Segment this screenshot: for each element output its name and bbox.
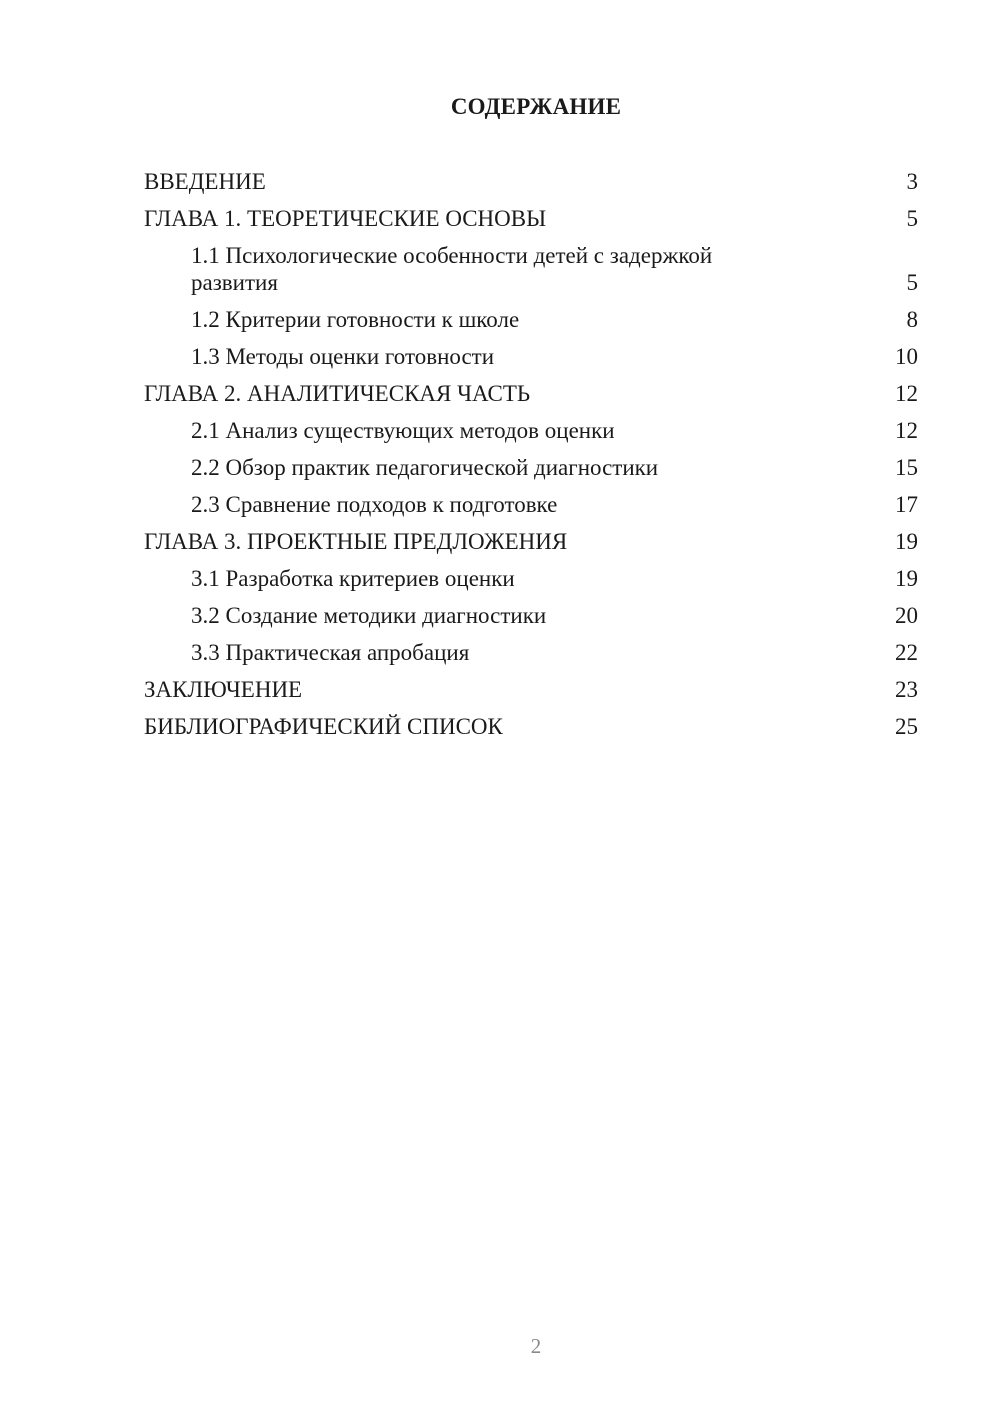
toc-item-label: 2.3 Сравнение подходов к подготовке	[191, 492, 558, 517]
toc-item-section-3-1	[144, 565, 918, 592]
page-title: СОДЕРЖАНИЕ	[450, 94, 622, 119]
toc-item-label: 2.1 Анализ существующих методов оценки	[191, 418, 615, 443]
toc-item-section-1-1	[144, 242, 918, 296]
toc-item-page: 23	[895, 677, 918, 702]
toc-item-section-3-2	[144, 602, 918, 629]
toc-item-page: 5	[906, 206, 918, 231]
toc-item-section-1-3	[144, 343, 918, 370]
toc-item-page: 22	[895, 640, 918, 665]
toc-item-label: 3.3 Практическая апробация	[191, 640, 470, 665]
toc-item-introduction	[144, 168, 918, 195]
toc-item-page: 12	[895, 381, 918, 406]
toc-item-label: ГЛАВА 1. ТЕОРЕТИЧЕСКИЕ ОСНОВЫ	[144, 206, 547, 231]
toc-item-page: 15	[895, 455, 918, 480]
toc-item-page: 17	[895, 492, 918, 517]
toc-item-page: 5	[906, 270, 918, 295]
toc-item-page: 12	[895, 418, 918, 443]
toc-item-chapter-1	[144, 205, 918, 232]
toc-item-section-1-2	[144, 306, 918, 333]
toc-item-page: 8	[906, 307, 918, 332]
toc-item-label: 2.2 Обзор практик педагогической диагностики	[191, 455, 659, 480]
toc-item-label: 3.1 Разработка критериев оценки	[191, 566, 515, 591]
toc-item-label: ЗАКЛЮЧЕНИЕ	[144, 677, 303, 702]
toc-item-section-2-3	[144, 491, 918, 518]
toc-item-page: 25	[895, 714, 918, 739]
toc-item-page: 10	[895, 344, 918, 369]
toc-item-label: 1.3 Методы оценки готовности	[191, 344, 495, 369]
toc-item-chapter-2	[144, 380, 918, 407]
toc-item-section-3-3	[144, 639, 918, 666]
toc-item-page: 19	[895, 529, 918, 554]
toc-item-label: 3.2 Создание методики диагностики	[191, 603, 547, 628]
toc-item-chapter-3	[144, 528, 918, 555]
table-of-contents	[144, 168, 918, 750]
toc-item-section-2-1	[144, 417, 918, 444]
toc-item-label: ГЛАВА 2. АНАЛИТИЧЕСКАЯ ЧАСТЬ	[144, 381, 531, 406]
toc-item-label: ВВЕДЕНИЕ	[144, 169, 266, 194]
toc-item-conclusion	[144, 676, 918, 703]
toc-item-page: 19	[895, 566, 918, 591]
toc-item-bibliography	[144, 713, 918, 740]
toc-item-label: 1.2 Критерии готовности к школе	[191, 307, 520, 332]
toc-item-section-2-2	[144, 454, 918, 481]
page-number: 2	[530, 1334, 542, 1358]
toc-item-label: БИБЛИОГРАФИЧЕСКИЙ СПИСОК	[144, 714, 503, 739]
toc-item-page: 20	[895, 603, 918, 628]
toc-item-label: 1.1 Психологические особенности детей с задержкой развития	[191, 243, 713, 295]
toc-item-label: ГЛАВА 3. ПРОЕКТНЫЕ ПРЕДЛОЖЕНИЯ	[144, 529, 568, 554]
toc-item-page: 3	[906, 169, 918, 194]
